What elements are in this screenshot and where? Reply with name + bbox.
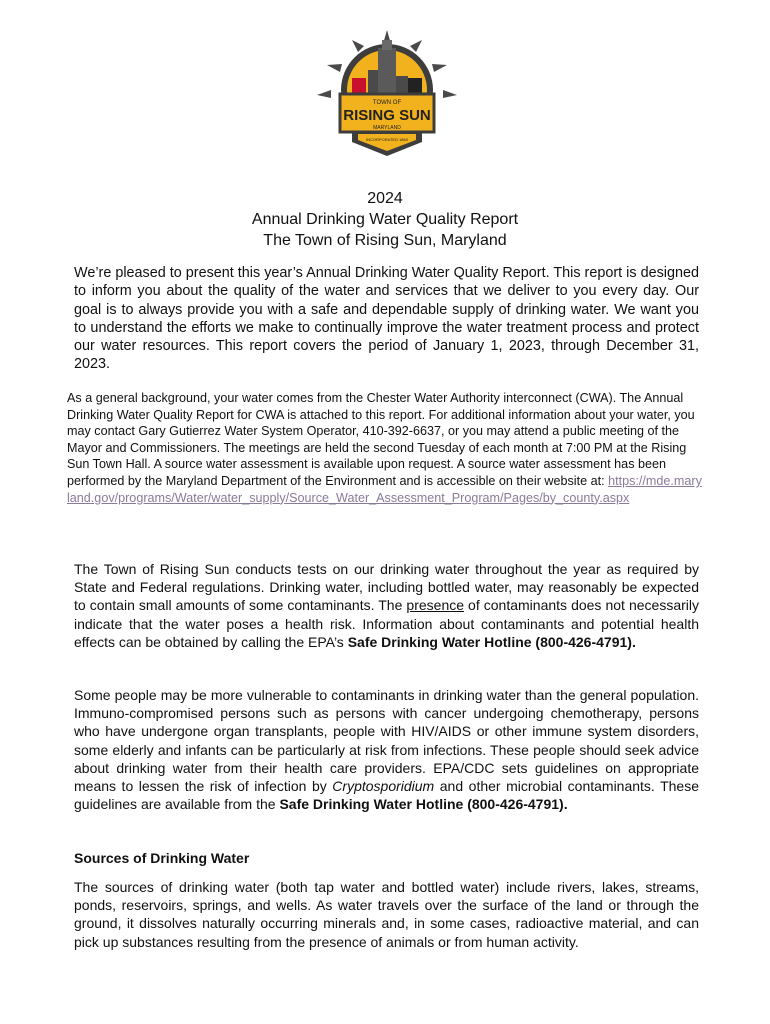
logo-incorporated-text: INCORPORATED 1860 (366, 137, 408, 142)
background-paragraph (67, 390, 703, 506)
rising-sun-logo-icon (312, 30, 462, 160)
vulnerable-paragraph (74, 686, 699, 813)
intro-paragraph: We’re pleased to present this year’s Annual Drinking Water Quality Report. This report is designed to inform you about the quality of the water and services that we deliver to you every day. Our goal is to always provide you with a safe and dependable supply of drinking water. We want you to understand the efforts we make to continually improve the water treatment process and protect our water resources. This report covers the period of January 1, 2023, through December 31, 2023. (74, 265, 699, 373)
hotline-bold: Safe Drinking Water Hotline (800-426-4791). (347, 633, 636, 650)
background-text: As a general background, your water comes from the Chester Water Authority interconnect (CWA). The Annual Drinking Water Quality Report for CWA is attached to this report. For additional information about your water, you may contact Gary Gutierrez Water System Operator, 410-392-6637, or you may attend a public meeting of the Mayor and Commissioners. The meetings are held the second Tuesday of each month at 7:00 PM at the Rising Sun Town Hall. A source water assessment is available upon request. A source water assessment has been performed by the Maryland Department of the Environment and is accessible on their website at: (67, 391, 695, 488)
report-title: Annual Drinking Water Quality Report (251, 211, 519, 228)
report-subtitle: The Town of Rising Sun, Maryland (263, 232, 507, 249)
town-logo (312, 30, 462, 160)
cryptosporidium-italic: Cryptosporidium (332, 778, 435, 795)
logo-name-text: RISING SUN (343, 107, 431, 124)
testing-text-1: The Town of Rising Sun conducts tests on our drinking water throughout the year as required by State and Federal regulations. Drinking water, including bottled water, may reasonably be expected to contain small amounts of some contaminants. The (74, 561, 699, 614)
presence-underline: presence (406, 597, 465, 614)
report-title-block (0, 188, 770, 251)
testing-paragraph (74, 560, 699, 651)
hotline-bold-2: Safe Drinking Water Hotline (800-426-4791). (279, 796, 568, 813)
report-year: 2024 (367, 190, 403, 207)
vulnerable-text-1: Some people may be more vulnerable to contaminants in drinking water than the general population. Immuno-compromised persons such as persons with cancer undergoing chemotherapy, persons who have undergone organ transplants, people with HIV/AIDS or other immune system disorders, some elderly and infants can be particularly at risk from infections. These people should seek advice about drinking water from their health care providers. EPA/CDC sets guidelines on appropriate means to lessen the risk of infection by (74, 687, 699, 795)
vulnerable-text-2: and other microbial contaminants. These guidelines are available from the (74, 778, 700, 813)
logo-top-text: TOWN OF (372, 100, 402, 106)
source-water-assessment-link[interactable]: https://mde.maryland.gov/programs/Water/water_supply/Source_Water_Assessment_Program/Pages/by_county.aspx (67, 473, 702, 505)
sources-paragraph: The sources of drinking water (both tap water and bottled water) include rivers, lakes, streams, ponds, reservoirs, springs, and wells. As water travels over the surface of the land or through the ground, it dissolves naturally occurring minerals and, in some cases, radioactive material, and can pick up substances resulting from the presence of animals or from human activity. (74, 879, 699, 950)
testing-text-2: of contaminants does not necessarily indicate that the water poses a health risk. Information about contaminants and potential health effects can be obtained by calling the EPA’s (74, 597, 699, 650)
sources-heading: Sources of Drinking Water (74, 850, 250, 866)
logo-state-text: MARYLAND (373, 125, 401, 131)
